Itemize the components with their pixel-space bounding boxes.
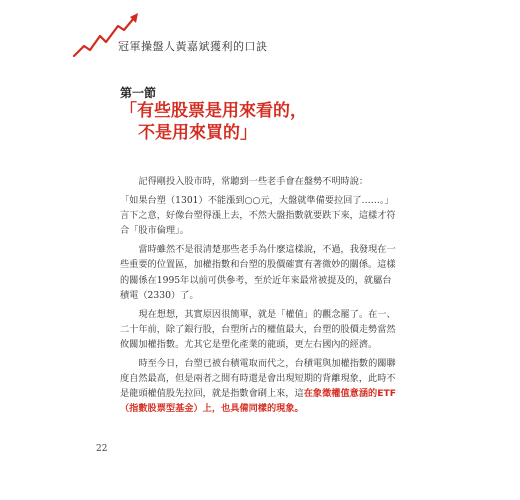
running-header-title: 冠軍操盤人黃嘉斌獲利的口訣 bbox=[118, 40, 268, 53]
paragraph-1: 記得剛投入股市時，常聽到一些老手會在盤勢不明時說： bbox=[138, 176, 369, 187]
paragraph-2: 當時雖然不是很清楚那些老手為什麼這樣說，不過，我發現在一些重要的位置區，加權指數和台塑的股價確實有著微妙的關係。這樣的關係在1995年以前可供參考，至於近年來最常被提及的，就屬台積電（2330）了。 bbox=[120, 244, 396, 301]
paragraph-4-highlight: 在象徵權值意涵的ETF（指數股票型基金）上，也具備同樣的現象。 bbox=[120, 388, 397, 415]
paragraph-4 bbox=[120, 356, 398, 416]
paragraph-4-text: 時至今日，台塑已被台積電取而代之，台積電與加權指數的關聯度自然最高，但是兩者之間有時還是會出現短期的背離現象，此時不是龍頭權值股先拉回，就是指數會刷上來，這 bbox=[120, 358, 396, 400]
section-label: 第一節 bbox=[120, 86, 157, 100]
paragraph-1-quote: 「如果台塑（1301）不能漲到○○元，大盤就準備要拉回了……。」言下之意，好像台塑得漲上去，不然大盤指數就要跌下來，這樣才符合「股市倫理」。 bbox=[120, 195, 396, 237]
chapter-title bbox=[120, 100, 307, 144]
chapter-title-line-2: 不是用來買的」 bbox=[138, 123, 257, 143]
body-text bbox=[120, 174, 398, 420]
paragraph-3: 現在想想，其實原因很簡單，就是「權值」的觀念罷了。在一、二十年前，除了銀行股，台塑所占的權值最大，台塑的股價走勢當然攸關加權指數。尤其它是塑化產業的龍頭，更左右國內的經濟。 bbox=[120, 308, 396, 350]
page-number: 22 bbox=[96, 444, 108, 454]
chapter-title-line-1: 「有些股票是用來看的， bbox=[120, 101, 307, 121]
